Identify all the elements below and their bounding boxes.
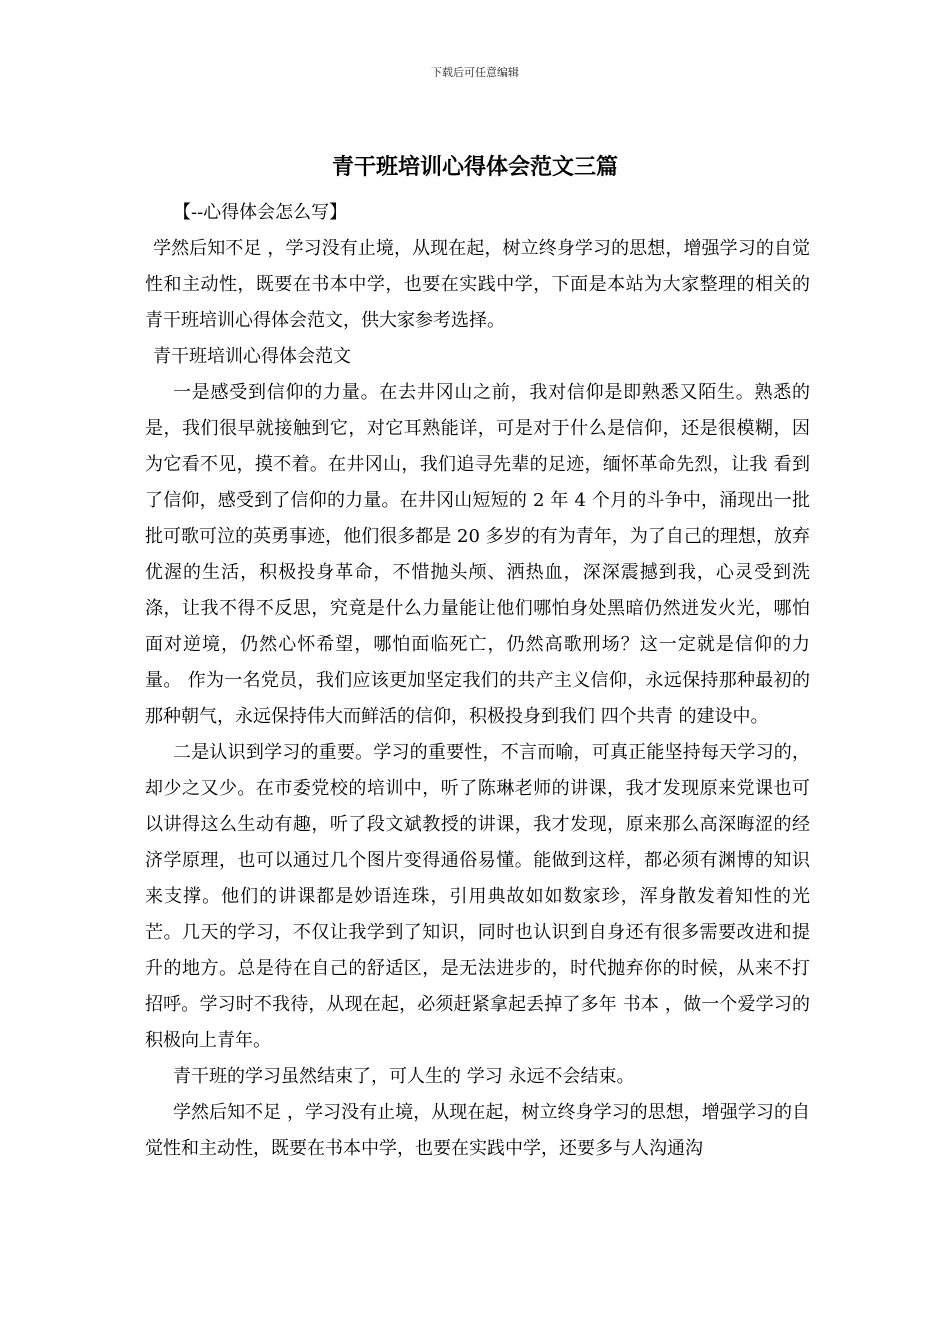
section-heading: 青干班培训心得体会范文 xyxy=(153,346,351,367)
body-paragraph: 青干班的学习虽然结束了，可人生的 学习 永远不会结束。 xyxy=(173,1066,635,1087)
document-body xyxy=(145,195,810,1167)
body-paragraph: 一是感受到信仰的力量。在去井冈山之前，我对信仰是即熟悉又陌生。熟悉的是，我们很早就接触到它，对它耳熟能详，可是对于什么是信仰，还是很模糊，因为它看不见，摸不着。在井冈山，我们追寻先辈的足迹，缅怀革命先烈，让我 看到 了信仰，感受到了信仰的力量。在井冈山短短的 2 年 4 个月的斗争中，涌现出一批批可歌可泣的英勇事迹，他们很多都是 20 多岁的有为青年，为了自己的理想，放弃优渥的生活，积极投身革命，不惜抛头颅、洒热血，深深震撼到我，心灵受到洗涤，让我不得不反思，究竟是什么力量能让他们哪怕身处黑暗仍然迸发火光，哪怕面对逆境，仍然心怀希望，哪怕面临死亡，仍然高歌刑场？这一定就是信仰的力量。 作为一名党员，我们应该更加坚定我们的共产主义信仰，永远保持那种最初的那种朝气，永远保持伟大而鲜活的信仰，积极投身到我们 四个共青 的建设中。 xyxy=(145,382,810,727)
intro-paragraph: 学然后知不足 ，学习没有止境，从现在起，树立终身学习的思想，增强学习的自觉性和主动性，既要在书本中学，也要在实践中学，下面是本站为大家整理的相关的青干班培训心得体会范文，供大家参考选择。 xyxy=(145,238,810,331)
body-paragraph: 二是认识到学习的重要。学习的重要性，不言而喻，可真正能坚持每天学习的，却少之又少。在市委党校的培训中，听了陈琳老师的讲课，我才发现原来党课也可以讲得这么生动有趣，听了段文斌教授的讲课，我才发现，原来那么高深晦涩的经济学原理，也可以通过几个图片变得通俗易懂。能做到这样，都必须有渊博的知识来支撑。他们的讲课都是妙语连珠，引用典故如如数家珍，浑身散发着知性的光芒。几天的学习，不仅让我学到了知识，同时也认识到自身还有很多需要改进和提升的地方。总是待在自己的舒适区，是无法进步的，时代抛弃你的时候，从来不打招呼。学习时不我待，从现在起，必须赶紧拿起丢掉了多年 书本 ，做一个爱学习的积极向上青年。 xyxy=(145,742,810,1051)
document-title: 青干班培训心得体会范文三篇 xyxy=(331,154,618,180)
section-tag: 【--心得体会怎么写】 xyxy=(173,202,348,223)
header-note: 下载后可任意编辑 xyxy=(431,66,519,79)
body-paragraph: 学然后知不足 ，学习没有止境，从现在起，树立终身学习的思想，增强学习的自觉性和主动性，既要在书本中学，也要在实践中学，还要多与人沟通沟 xyxy=(145,1102,810,1159)
